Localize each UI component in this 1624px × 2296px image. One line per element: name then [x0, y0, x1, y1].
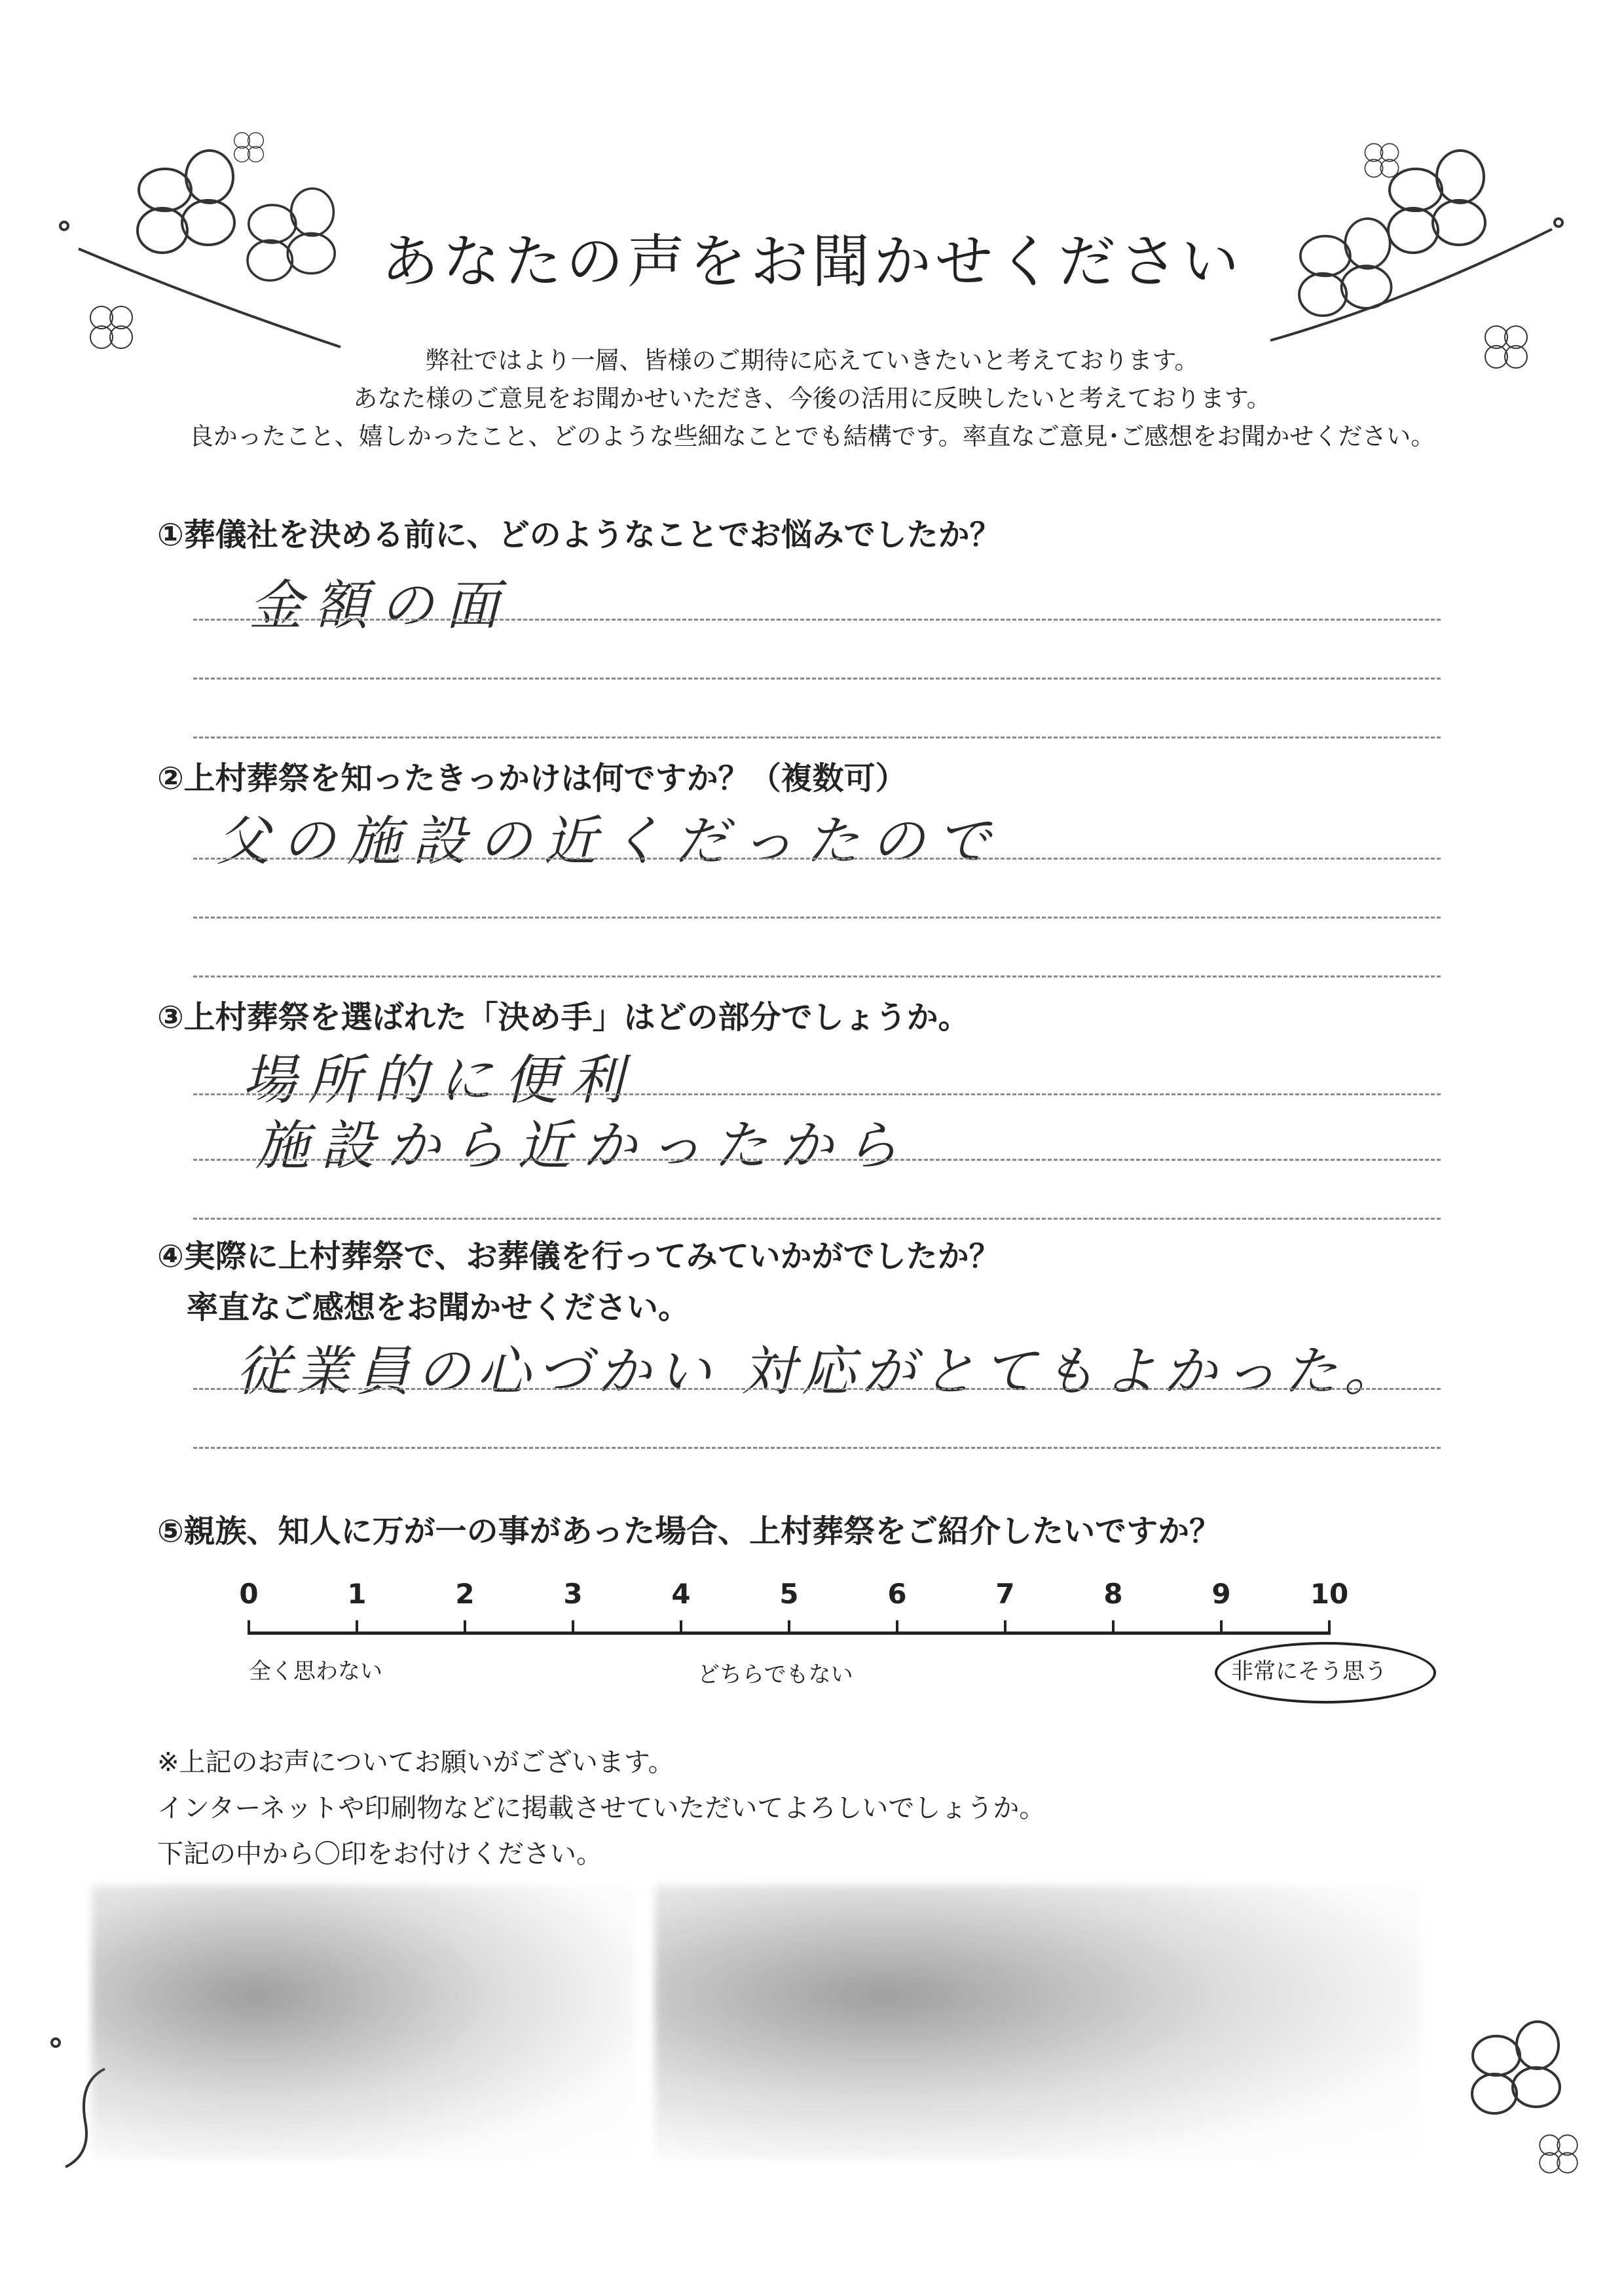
scale-tick: [1004, 1620, 1006, 1635]
scale-tick-label-6: 6: [887, 1578, 907, 1610]
intro-line-3: 良かったこと、嬉しかったこと、どのような些細なことでも結構です。率直なご意見･ご感想をお聞かせください。: [189, 422, 1435, 450]
answer-line: [193, 737, 1441, 738]
question-4-label-line-2: 率直なご感想をお聞かせください。: [187, 1289, 690, 1326]
answer-line: [193, 678, 1441, 680]
scale-tick-label-1: 1: [347, 1578, 367, 1610]
clover-decoration-bottom-right: [1428, 1997, 1611, 2193]
scale-high-label: 非常にそう思う: [1231, 1658, 1387, 1685]
answer-line: [193, 1388, 1441, 1390]
redacted-area-right: [655, 1886, 1421, 2160]
note-line-3: 下記の中から〇印をお付けください。: [157, 1839, 602, 1869]
scale-tick-label-7: 7: [995, 1578, 1015, 1610]
answer-line: [193, 917, 1441, 919]
question-3-answer-1: 場所的に便利: [242, 1049, 635, 1112]
scale-tick-label-2: 2: [455, 1578, 475, 1610]
answer-line: [193, 858, 1441, 860]
scale-tick-label-5: 5: [779, 1578, 799, 1610]
scale-tick-label-10: 10: [1310, 1578, 1349, 1610]
question-2-label: ②上村葬祭を知ったきっかけは何ですか？（複数可）: [157, 760, 907, 797]
scale-tick: [680, 1620, 682, 1635]
scale-tick: [1220, 1620, 1223, 1635]
scale-tick-label-3: 3: [563, 1578, 583, 1610]
question-4-answer: 従業員の心づかい 対応がとてもよかった。: [236, 1341, 1405, 1403]
question-5-label: ⑤親族、知人に万が一の事があった場合、上村葬祭をご紹介したいですか？: [157, 1513, 1221, 1550]
question-3-label: ③上村葬祭を選ばれた「決め手」はどの部分でしょうか。: [157, 999, 970, 1036]
scale-tick: [248, 1620, 250, 1635]
scale-tick-label-9: 9: [1211, 1578, 1231, 1610]
scale-tick: [464, 1620, 466, 1635]
scale-tick: [1328, 1620, 1331, 1635]
page-title: あなたの声をお聞かせください: [380, 228, 1243, 295]
question-3-answer-2: 施設から近かったから: [255, 1115, 910, 1177]
answer-line: [193, 975, 1441, 977]
scale-tick: [788, 1620, 790, 1635]
scale-tick-label-0: 0: [239, 1578, 259, 1610]
scale-tick: [896, 1620, 898, 1635]
answer-line: [193, 1218, 1441, 1220]
answer-line: [193, 1159, 1441, 1161]
answer-line: [193, 619, 1441, 621]
question-4-label: ④実際に上村葬祭で、お葬儀を行ってみていかがでしたか？: [157, 1238, 1001, 1275]
question-2-answer: 父の施設の近くだったので: [216, 811, 1002, 873]
rating-scale: [226, 1571, 1387, 1715]
redacted-area-left: [92, 1886, 635, 2160]
scale-tick-label-4: 4: [671, 1578, 691, 1610]
note-line-1: ※上記のお声についてお願いがございます。: [157, 1747, 674, 1777]
answer-line: [193, 1093, 1441, 1095]
intro-line-1: 弊社ではより一層、皆様のご期待に応えていきたいと考えております。: [425, 346, 1199, 374]
scale-low-label: 全く思わない: [249, 1658, 382, 1685]
question-1-label: ①葬儀社を決める前に、どのようなことでお悩みでしたか？: [157, 517, 1001, 553]
scale-tick-label-8: 8: [1103, 1578, 1123, 1610]
answer-line: [193, 1447, 1441, 1449]
scale-tick: [356, 1620, 358, 1635]
note-line-2: インターネットや印刷物などに掲載させていただいてよろしいでしょうか。: [157, 1793, 1046, 1823]
question-1-answer: 金額の面: [249, 575, 511, 637]
intro-line-2: あなた様のご意見をお聞かせいただき、今後の活用に反映したいと考えております。: [353, 384, 1271, 412]
scale-tick: [572, 1620, 574, 1635]
scale-tick: [1112, 1620, 1115, 1635]
scale-mid-label: どちらでもない: [697, 1662, 853, 1688]
